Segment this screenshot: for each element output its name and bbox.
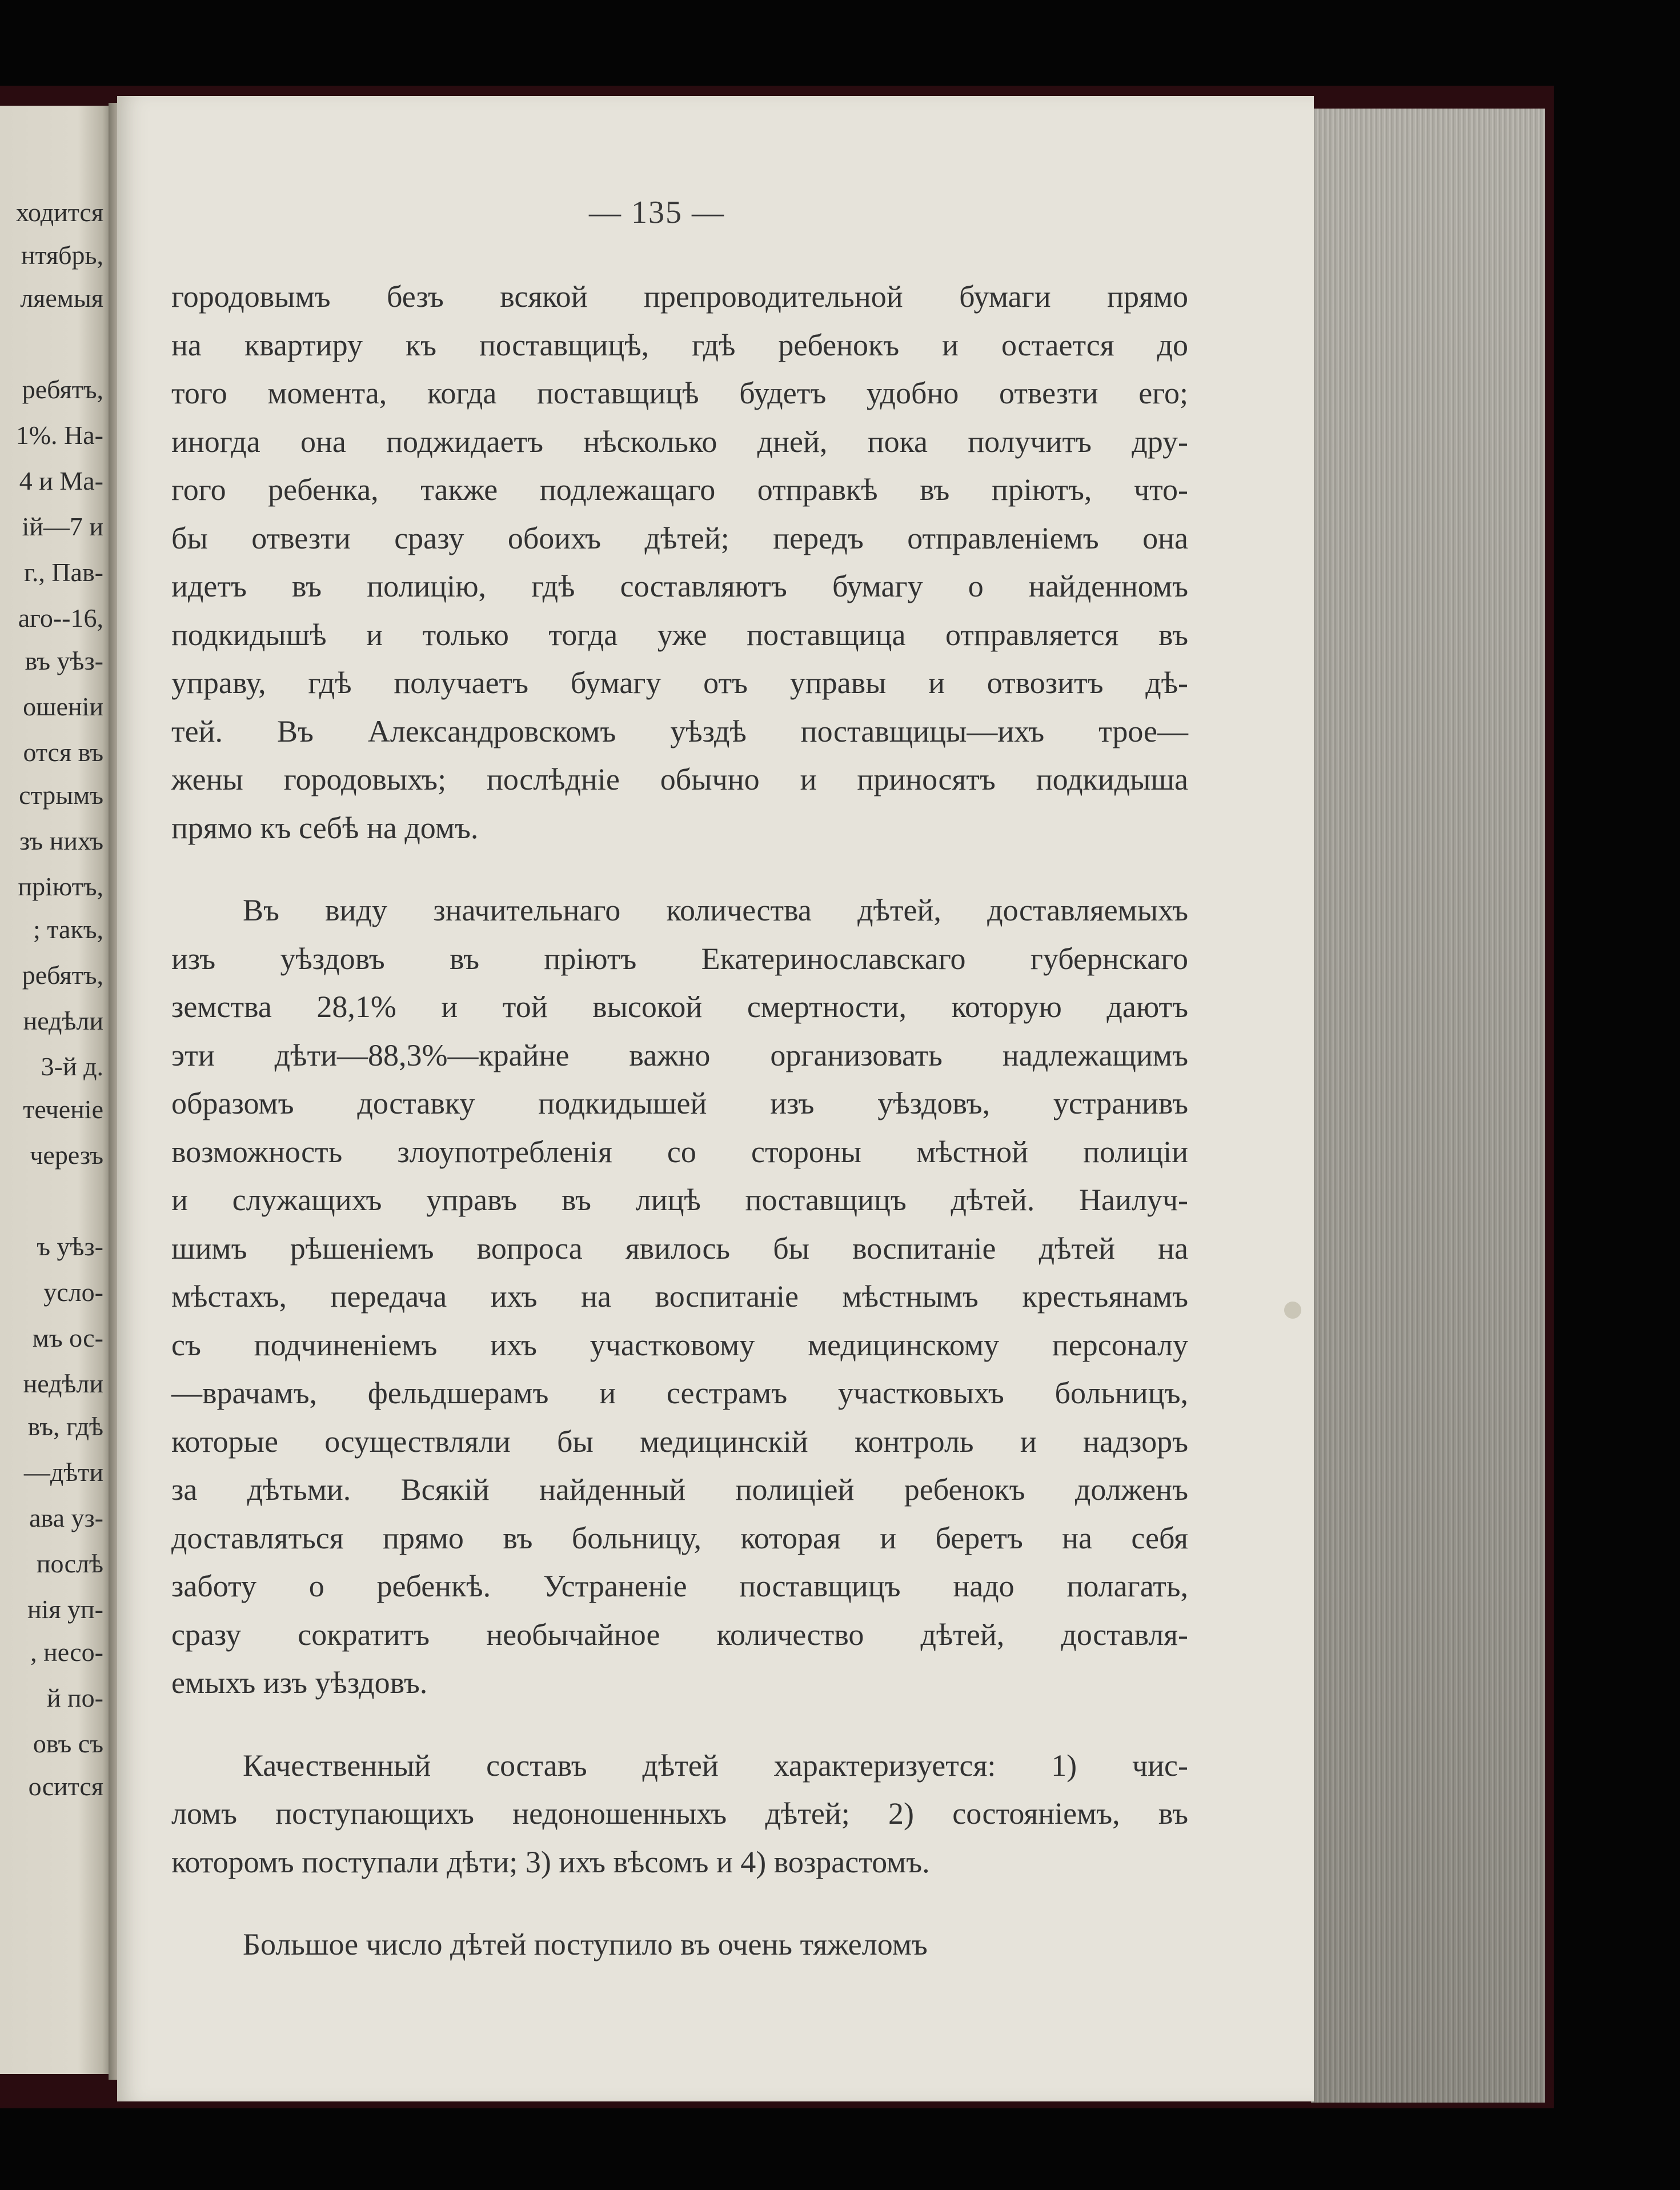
previous-page-text-fragment: въ уѣз- bbox=[25, 646, 103, 675]
text-line: прямо къ себѣ на домъ. bbox=[171, 810, 479, 845]
paper-blemish bbox=[1284, 1302, 1301, 1319]
text-line: возможность злоупотребленія со стороны мѣстной полиціи bbox=[171, 1134, 1188, 1169]
previous-page-text-fragment: —дѣти bbox=[23, 1458, 103, 1487]
text-line: которомъ поступали дѣти; 3) ихъ вѣсомъ и 4) возрастомъ. bbox=[171, 1844, 930, 1879]
previous-page-text-fragment: й по- bbox=[46, 1683, 103, 1712]
text-line: тей. Въ Александровскомъ уѣздѣ поставщицы—ихъ трое— bbox=[171, 714, 1188, 748]
text-line: емыхъ изъ уѣздовъ. bbox=[171, 1665, 428, 1700]
text-line: Большое число дѣтей поступило въ очень тяжеломъ bbox=[243, 1927, 928, 1961]
text-line: жены городовыхъ; послѣдніе обычно и приносятъ подкидыша bbox=[171, 762, 1188, 796]
previous-page-text-fragment: 1%. На- bbox=[15, 421, 103, 450]
text-line: доставляться прямо въ больницу, которая и беретъ на себя bbox=[171, 1520, 1188, 1555]
previous-page-text-fragment: ъ уѣз- bbox=[37, 1232, 103, 1261]
previous-page-text-fragment: усло- bbox=[43, 1278, 103, 1307]
previous-page-text-fragment: зъ нихъ bbox=[19, 826, 103, 855]
text-line: идетъ въ полицію, гдѣ составляютъ бумагу о найденномъ bbox=[171, 569, 1188, 603]
text-line: Въ виду значительнаго количества дѣтей, доставляемыхъ bbox=[243, 893, 1188, 927]
previous-page-text-fragment: пріютъ, bbox=[18, 872, 103, 901]
text-line: ломъ поступающихъ недоношенныхъ дѣтей; 2) состояніемъ, въ bbox=[171, 1796, 1188, 1831]
text-line: за дѣтьми. Всякій найденный полиціей ребенокъ долженъ bbox=[171, 1472, 1188, 1507]
text-line: съ подчиненіемъ ихъ участковому медицинскому персоналу bbox=[171, 1327, 1188, 1362]
previous-page-text-fragment: ошеніи bbox=[23, 692, 103, 721]
text-line: и служащихъ управъ въ лицѣ поставщицъ дѣтей. Наилуч- bbox=[171, 1183, 1188, 1217]
previous-page-text-fragment: 4 и Ма- bbox=[19, 466, 103, 495]
text-line: управу, гдѣ получаетъ бумагу отъ управы и отвозитъ дѣ- bbox=[171, 666, 1188, 700]
page-number: — 135 — bbox=[589, 195, 725, 230]
previous-page-text-fragment: послѣ bbox=[36, 1549, 103, 1578]
text-line: подкидышѣ и только тогда уже поставщица отправляется въ bbox=[171, 617, 1188, 652]
previous-page-text-fragment: ребятъ, bbox=[22, 375, 103, 404]
previous-page-text-fragment: овъ съ bbox=[33, 1729, 103, 1758]
previous-page-text-fragment: нтябрь, bbox=[21, 241, 103, 270]
text-line: того момента, когда поставщицѣ будетъ удобно отвезти его; bbox=[171, 376, 1188, 410]
text-line: мѣстахъ, передача ихъ на воспитаніе мѣстнымъ крестьянамъ bbox=[171, 1279, 1188, 1314]
text-line: на квартиру къ поставщицѣ, гдѣ ребенокъ и остается до bbox=[171, 327, 1188, 362]
text-line: бы отвезти сразу обоихъ дѣтей; передъ отправленіемъ она bbox=[171, 521, 1188, 555]
previous-page-text-fragment: въ, гдѣ bbox=[27, 1412, 103, 1441]
text-line: эти дѣти—88,3%—крайне важно организовать надлежащимъ bbox=[171, 1038, 1188, 1072]
text-line: гого ребенка, также подлежащаго отправкѣ въ пріютъ, что- bbox=[171, 473, 1188, 507]
previous-page-text-fragment: теченіе bbox=[23, 1095, 103, 1124]
text-line: иногда она поджидаетъ нѣсколько дней, пока получитъ дру- bbox=[171, 424, 1188, 459]
page-block-shade bbox=[1311, 109, 1545, 2103]
previous-page-text-fragment: г., Пав- bbox=[24, 558, 103, 587]
previous-page-text-fragment: недѣли bbox=[23, 1006, 103, 1035]
text-line: сразу сократитъ необычайное количество дѣтей, доставля- bbox=[171, 1617, 1188, 1652]
text-line: заботу о ребенкѣ. Устраненіе поставщицъ надо полагать, bbox=[171, 1569, 1188, 1603]
previous-page-text-fragment: стрымъ bbox=[19, 780, 103, 810]
previous-page-text-fragment: черезъ bbox=[30, 1140, 103, 1170]
text-line: которые осуществляли бы медицинскій контроль и надзоръ bbox=[171, 1424, 1188, 1459]
text-line: Качественный составъ дѣтей характеризуется: 1) чис- bbox=[243, 1748, 1188, 1783]
previous-page-text-fragment: ій—7 и bbox=[22, 512, 103, 541]
previous-page-text-fragment: отся въ bbox=[23, 738, 103, 767]
previous-page-text-fragment: аго--16, bbox=[18, 603, 103, 632]
previous-page-text-fragment: ребятъ, bbox=[22, 960, 103, 990]
previous-page-text-fragment: недѣли bbox=[23, 1369, 103, 1398]
text-line: —врачамъ, фельдшерамъ и сестрамъ участковыхъ больницъ, bbox=[171, 1376, 1188, 1410]
previous-page-text-fragment: мъ ос- bbox=[32, 1323, 103, 1352]
text-line: шимъ рѣшеніемъ вопроса явилось бы воспитаніе дѣтей на bbox=[171, 1231, 1188, 1266]
previous-page-edge bbox=[0, 106, 111, 2074]
previous-page-text-fragment: ; такъ, bbox=[33, 915, 103, 944]
previous-page-text-fragment: осится bbox=[28, 1772, 103, 1801]
previous-page-text-fragment: ляемыя bbox=[20, 283, 103, 313]
text-line: городовымъ безъ всякой препроводительной бумаги прямо bbox=[171, 279, 1188, 314]
text-line: образомъ доставку подкидышей изъ уѣздовъ, устранивъ bbox=[171, 1086, 1188, 1120]
previous-page-text-fragment: , несо- bbox=[30, 1638, 103, 1667]
text-line: изъ уѣздовъ въ пріютъ Екатеринославскаго губернскаго bbox=[171, 941, 1188, 976]
previous-page-text-fragment: 3-й д. bbox=[41, 1052, 103, 1081]
previous-page-text-fragment: нія уп- bbox=[27, 1595, 103, 1624]
text-line: земства 28,1% и той высокой смертности, которую даютъ bbox=[171, 990, 1188, 1024]
previous-page-text-fragment: ходится bbox=[15, 198, 103, 227]
previous-page-text-fragment: ава уз- bbox=[29, 1503, 103, 1532]
